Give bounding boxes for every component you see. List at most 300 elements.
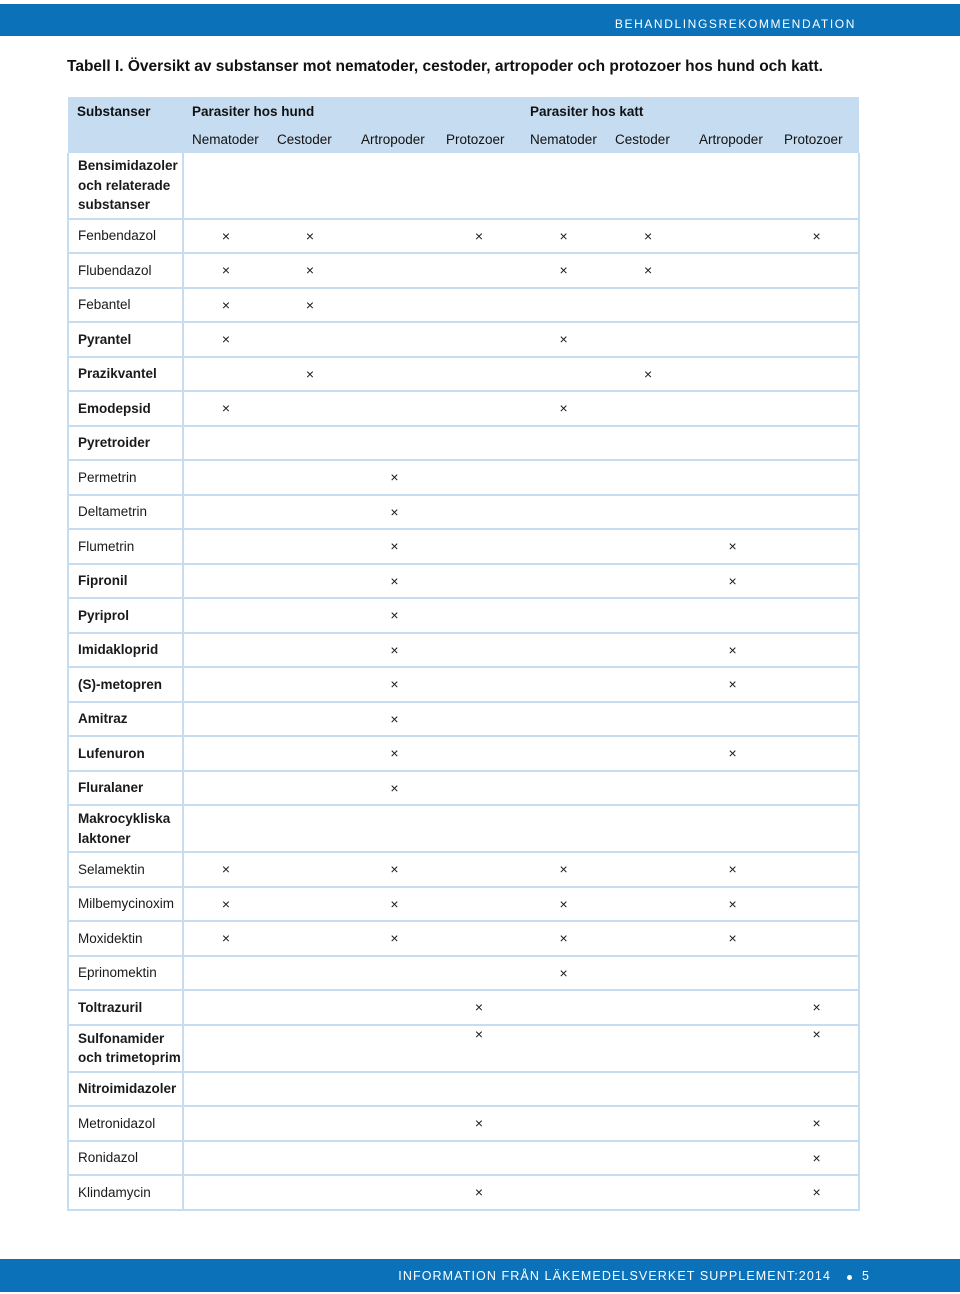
mark-cell: [183, 219, 268, 254]
mark-cell: [521, 495, 606, 530]
mark-cell: [437, 529, 521, 564]
mark-cell: [690, 564, 775, 599]
mark-cell: [437, 460, 521, 495]
mark-cell: [606, 956, 690, 991]
cross-mark-icon: ×: [559, 964, 568, 981]
mark-cell: [775, 852, 859, 887]
footer-label: INFORMATION FRÅN LÄKEMEDELSVERKET SUPPLEMENT:2014: [398, 1269, 831, 1283]
cross-mark-icon: ×: [728, 861, 737, 878]
mark-cell: [775, 219, 859, 254]
mark-cell: [521, 702, 606, 737]
mark-cell: [437, 322, 521, 357]
mark-cell: [775, 1106, 859, 1141]
mark-cell: [606, 852, 690, 887]
substance-name: Permetrin: [68, 460, 183, 495]
table-row: [68, 1141, 859, 1176]
mark-cell: [521, 529, 606, 564]
mark-cell: [606, 460, 690, 495]
mark-cell: [437, 921, 521, 956]
cross-mark-icon: ×: [812, 1184, 821, 1201]
cross-mark-icon: ×: [390, 745, 399, 762]
mark-cell: [183, 921, 268, 956]
substance-name: (S)-metopren: [68, 667, 183, 702]
table-row: [68, 887, 859, 922]
mark-cell: [690, 736, 775, 771]
mark-cell: [437, 253, 521, 288]
mark-cell: [183, 495, 268, 530]
cross-mark-icon: ×: [390, 779, 399, 796]
cross-mark-icon: ×: [221, 861, 231, 878]
mark-cell: [437, 887, 521, 922]
substance-name: Pyretroider: [68, 426, 183, 461]
mark-cell: [183, 702, 268, 737]
mark-cell: [183, 1072, 268, 1107]
mark-cell: [690, 322, 775, 357]
substance-name: Sulfonamider och trimetoprim: [68, 1025, 183, 1072]
cross-mark-icon: ×: [390, 710, 399, 727]
mark-cell: [352, 805, 437, 852]
mark-cell: [352, 564, 437, 599]
mark-cell: [775, 391, 859, 426]
mark-cell: [775, 564, 859, 599]
cross-mark-icon: ×: [390, 607, 399, 624]
subheader-cat-artropoder: Artropoder: [690, 125, 775, 153]
mark-cell: [690, 153, 775, 219]
mark-cell: [183, 852, 268, 887]
mark-cell: [268, 887, 352, 922]
cross-mark-icon: ×: [305, 365, 315, 382]
substance-name: Klindamycin: [68, 1175, 183, 1210]
mark-cell: [690, 219, 775, 254]
mark-cell: [352, 887, 437, 922]
mark-cell: [268, 322, 352, 357]
cross-mark-icon: ×: [728, 676, 737, 693]
mark-cell: [775, 1072, 859, 1107]
header-bar: [0, 4, 960, 36]
mark-cell: [690, 667, 775, 702]
subheader-dog-artropoder: Artropoder: [352, 125, 437, 153]
mark-cell: [268, 702, 352, 737]
substance-name: Bensimidazoler och relaterade substanser: [68, 153, 183, 219]
cross-mark-icon: ×: [390, 676, 399, 693]
mark-cell: [775, 667, 859, 702]
mark-cell: [606, 391, 690, 426]
cross-mark-icon: ×: [728, 745, 737, 762]
mark-cell: [352, 956, 437, 991]
mark-cell: [268, 495, 352, 530]
table-row: [68, 495, 859, 530]
table-row: [68, 322, 859, 357]
mark-cell: [521, 253, 606, 288]
mark-cell: [352, 391, 437, 426]
mark-cell: [268, 426, 352, 461]
mark-cell: [268, 1106, 352, 1141]
mark-cell: [437, 1175, 521, 1210]
substance-name: Febantel: [68, 288, 183, 323]
mark-cell: [606, 771, 690, 806]
mark-cell: [183, 391, 268, 426]
mark-cell: [183, 633, 268, 668]
mark-cell: [352, 852, 437, 887]
mark-cell: [183, 736, 268, 771]
table-title: Tabell I. Översikt av substanser mot nematoder, cestoder, artropoder och protozoer hos hund och katt.: [67, 58, 823, 75]
mark-cell: [775, 288, 859, 323]
mark-cell: [352, 667, 437, 702]
mark-cell: [690, 426, 775, 461]
mark-cell: [690, 460, 775, 495]
cross-mark-icon: ×: [643, 227, 653, 244]
mark-cell: [268, 633, 352, 668]
mark-cell: [690, 1072, 775, 1107]
mark-cell: [775, 253, 859, 288]
substance-name: Flubendazol: [68, 253, 183, 288]
mark-cell: [437, 771, 521, 806]
cross-mark-icon: ×: [559, 861, 568, 878]
cross-mark-icon: ×: [728, 641, 737, 658]
mark-cell: [521, 219, 606, 254]
mark-cell: [775, 633, 859, 668]
mark-cell: [352, 357, 437, 392]
mark-cell: [183, 460, 268, 495]
mark-cell: [183, 990, 268, 1025]
cross-mark-icon: ×: [221, 895, 231, 912]
col-header-substances: Substanser: [68, 97, 183, 125]
cross-mark-icon: ×: [221, 930, 231, 947]
mark-cell: [775, 990, 859, 1025]
mark-cell: [268, 253, 352, 288]
cross-mark-icon: ×: [390, 572, 399, 589]
table-row: [68, 426, 859, 461]
mark-cell: [268, 1072, 352, 1107]
mark-cell: [606, 426, 690, 461]
mark-cell: [606, 1106, 690, 1141]
table-row: [68, 288, 859, 323]
mark-cell: [690, 288, 775, 323]
mark-cell: [606, 633, 690, 668]
cross-mark-icon: ×: [474, 227, 484, 244]
mark-cell: [775, 771, 859, 806]
mark-cell: [775, 598, 859, 633]
mark-cell: [606, 219, 690, 254]
group-header-dog: Parasiter hos hund: [183, 97, 521, 125]
mark-cell: [268, 357, 352, 392]
page-number: 5: [862, 1269, 869, 1283]
mark-cell: [437, 598, 521, 633]
table-row: [68, 1072, 859, 1107]
substance-name: Flumetrin: [68, 529, 183, 564]
mark-cell: [437, 990, 521, 1025]
mark-cell: [183, 288, 268, 323]
cross-mark-icon: ×: [643, 365, 653, 382]
mark-cell: [690, 357, 775, 392]
mark-cell: [183, 322, 268, 357]
mark-cell: [521, 736, 606, 771]
cross-mark-icon: ×: [474, 1184, 484, 1201]
mark-cell: [606, 1141, 690, 1176]
mark-cell: [690, 887, 775, 922]
table-row: [68, 153, 859, 219]
mark-cell: [606, 736, 690, 771]
table-row: [68, 460, 859, 495]
section-label: BEHANDLINGSREKOMMENDATION: [614, 17, 856, 31]
substance-table: [67, 97, 860, 1211]
mark-cell: [352, 1072, 437, 1107]
mark-cell: [775, 736, 859, 771]
table-row: [68, 529, 859, 564]
substance-name: Toltrazuril: [68, 990, 183, 1025]
cross-mark-icon: ×: [390, 538, 399, 555]
mark-cell: [521, 357, 606, 392]
mark-cell: [268, 219, 352, 254]
mark-cell: [775, 529, 859, 564]
mark-cell: [352, 990, 437, 1025]
table-row: [68, 990, 859, 1025]
subheader-cat-cestoder: Cestoder: [606, 125, 690, 153]
mark-cell: [521, 956, 606, 991]
cross-mark-icon: ×: [305, 227, 315, 244]
table-row: [68, 852, 859, 887]
substance-name: Deltametrin: [68, 495, 183, 530]
cross-mark-icon: ×: [390, 503, 399, 520]
cross-mark-icon: ×: [559, 262, 568, 279]
mark-cell: [606, 805, 690, 852]
cross-mark-icon: ×: [390, 861, 399, 878]
mark-cell: [606, 153, 690, 219]
mark-cell: [775, 1025, 859, 1072]
table-row: [68, 598, 859, 633]
mark-cell: [690, 633, 775, 668]
mark-cell: [183, 529, 268, 564]
table-row: [68, 736, 859, 771]
mark-cell: [437, 805, 521, 852]
mark-cell: [775, 460, 859, 495]
mark-cell: [775, 426, 859, 461]
mark-cell: [606, 564, 690, 599]
mark-cell: [606, 887, 690, 922]
mark-cell: [352, 921, 437, 956]
substance-name: Makrocykliska laktoner: [68, 805, 183, 852]
mark-cell: [521, 1106, 606, 1141]
mark-cell: [775, 495, 859, 530]
mark-cell: [606, 253, 690, 288]
substance-name: Prazikvantel: [68, 357, 183, 392]
cross-mark-icon: ×: [559, 895, 568, 912]
mark-cell: [268, 1141, 352, 1176]
mark-cell: [521, 805, 606, 852]
table-body: [68, 153, 859, 1210]
mark-cell: [352, 1141, 437, 1176]
table-row: [68, 1106, 859, 1141]
substance-name: Fipronil: [68, 564, 183, 599]
mark-cell: [437, 153, 521, 219]
mark-cell: [352, 598, 437, 633]
mark-cell: [268, 1025, 352, 1072]
mark-cell: [690, 956, 775, 991]
mark-cell: [690, 990, 775, 1025]
mark-cell: [437, 1141, 521, 1176]
mark-cell: [268, 921, 352, 956]
mark-cell: [606, 990, 690, 1025]
mark-cell: [437, 391, 521, 426]
substance-name: Eprinomektin: [68, 956, 183, 991]
mark-cell: [352, 1106, 437, 1141]
mark-cell: [183, 253, 268, 288]
table-row: [68, 1025, 859, 1072]
cross-mark-icon: ×: [728, 538, 737, 555]
cross-mark-icon: ×: [390, 469, 399, 486]
mark-cell: [521, 887, 606, 922]
mark-cell: [521, 1072, 606, 1107]
substance-name: Fenbendazol: [68, 219, 183, 254]
table-row: [68, 702, 859, 737]
mark-cell: [690, 495, 775, 530]
table-row: [68, 771, 859, 806]
mark-cell: [183, 357, 268, 392]
table-row: [68, 921, 859, 956]
mark-cell: [775, 1141, 859, 1176]
table-row: [68, 357, 859, 392]
table-row: [68, 253, 859, 288]
mark-cell: [690, 1175, 775, 1210]
cross-mark-icon: ×: [643, 262, 653, 279]
mark-cell: [268, 990, 352, 1025]
cross-mark-icon: ×: [728, 895, 737, 912]
mark-cell: [606, 598, 690, 633]
mark-cell: [606, 322, 690, 357]
mark-cell: [775, 322, 859, 357]
mark-cell: [268, 460, 352, 495]
mark-cell: [521, 153, 606, 219]
mark-cell: [690, 702, 775, 737]
mark-cell: [352, 219, 437, 254]
substance-name: Lufenuron: [68, 736, 183, 771]
mark-cell: [183, 805, 268, 852]
mark-cell: [437, 667, 521, 702]
mark-cell: [521, 598, 606, 633]
mark-cell: [775, 805, 859, 852]
footer-bar: [0, 1259, 960, 1292]
mark-cell: [690, 1106, 775, 1141]
cross-mark-icon: ×: [474, 999, 484, 1016]
table-row: [68, 633, 859, 668]
cross-mark-icon: ×: [812, 1025, 821, 1042]
mark-cell: [521, 667, 606, 702]
table-row: [68, 219, 859, 254]
mark-cell: [437, 288, 521, 323]
cross-mark-icon: ×: [812, 1149, 821, 1166]
mark-cell: [268, 852, 352, 887]
substance-name: Milbemycinoxim: [68, 887, 183, 922]
substance-name: Selamektin: [68, 852, 183, 887]
mark-cell: [775, 921, 859, 956]
mark-cell: [437, 219, 521, 254]
mark-cell: [521, 1175, 606, 1210]
mark-cell: [352, 153, 437, 219]
substance-name: Pyriprol: [68, 598, 183, 633]
substance-name: Imidakloprid: [68, 633, 183, 668]
mark-cell: [437, 1072, 521, 1107]
mark-cell: [437, 1106, 521, 1141]
substance-name: Metronidazol: [68, 1106, 183, 1141]
mark-cell: [352, 495, 437, 530]
mark-cell: [437, 357, 521, 392]
mark-cell: [437, 495, 521, 530]
cross-mark-icon: ×: [559, 930, 568, 947]
mark-cell: [183, 153, 268, 219]
mark-cell: [183, 1025, 268, 1072]
substance-name: Pyrantel: [68, 322, 183, 357]
mark-cell: [521, 1025, 606, 1072]
mark-cell: [690, 598, 775, 633]
mark-cell: [775, 702, 859, 737]
mark-cell: [775, 153, 859, 219]
mark-cell: [183, 1106, 268, 1141]
mark-cell: [521, 564, 606, 599]
mark-cell: [352, 702, 437, 737]
mark-cell: [690, 391, 775, 426]
cross-mark-icon: ×: [221, 227, 231, 244]
table-row: [68, 667, 859, 702]
mark-cell: [606, 921, 690, 956]
mark-cell: [183, 956, 268, 991]
cross-mark-icon: ×: [559, 400, 568, 417]
mark-cell: [268, 1175, 352, 1210]
cross-mark-icon: ×: [812, 1115, 821, 1132]
cross-mark-icon: ×: [812, 227, 821, 244]
mark-cell: [352, 736, 437, 771]
cross-mark-icon: ×: [305, 296, 315, 313]
substance-name: Moxidektin: [68, 921, 183, 956]
mark-cell: [183, 426, 268, 461]
cross-mark-icon: ×: [390, 930, 399, 947]
cross-mark-icon: ×: [221, 262, 231, 279]
mark-cell: [437, 633, 521, 668]
mark-cell: [606, 357, 690, 392]
substance-name: Amitraz: [68, 702, 183, 737]
cross-mark-icon: ×: [559, 227, 568, 244]
table-row: [68, 564, 859, 599]
mark-cell: [606, 1025, 690, 1072]
mark-cell: [437, 564, 521, 599]
mark-cell: [352, 426, 437, 461]
mark-cell: [606, 529, 690, 564]
cross-mark-icon: ×: [390, 641, 399, 658]
mark-cell: [521, 391, 606, 426]
mark-cell: [690, 1025, 775, 1072]
mark-cell: [521, 426, 606, 461]
mark-cell: [775, 1175, 859, 1210]
cross-mark-icon: ×: [812, 999, 821, 1016]
mark-cell: [268, 564, 352, 599]
mark-cell: [690, 921, 775, 956]
mark-cell: [606, 495, 690, 530]
mark-cell: [606, 702, 690, 737]
mark-cell: [775, 887, 859, 922]
mark-cell: [606, 288, 690, 323]
table-row: [68, 956, 859, 991]
mark-cell: [521, 460, 606, 495]
mark-cell: [352, 529, 437, 564]
mark-cell: [268, 805, 352, 852]
mark-cell: [775, 357, 859, 392]
mark-cell: [352, 253, 437, 288]
mark-cell: [268, 771, 352, 806]
mark-cell: [437, 736, 521, 771]
mark-cell: [183, 887, 268, 922]
mark-cell: [183, 771, 268, 806]
cross-mark-icon: ×: [221, 400, 231, 417]
mark-cell: [521, 633, 606, 668]
